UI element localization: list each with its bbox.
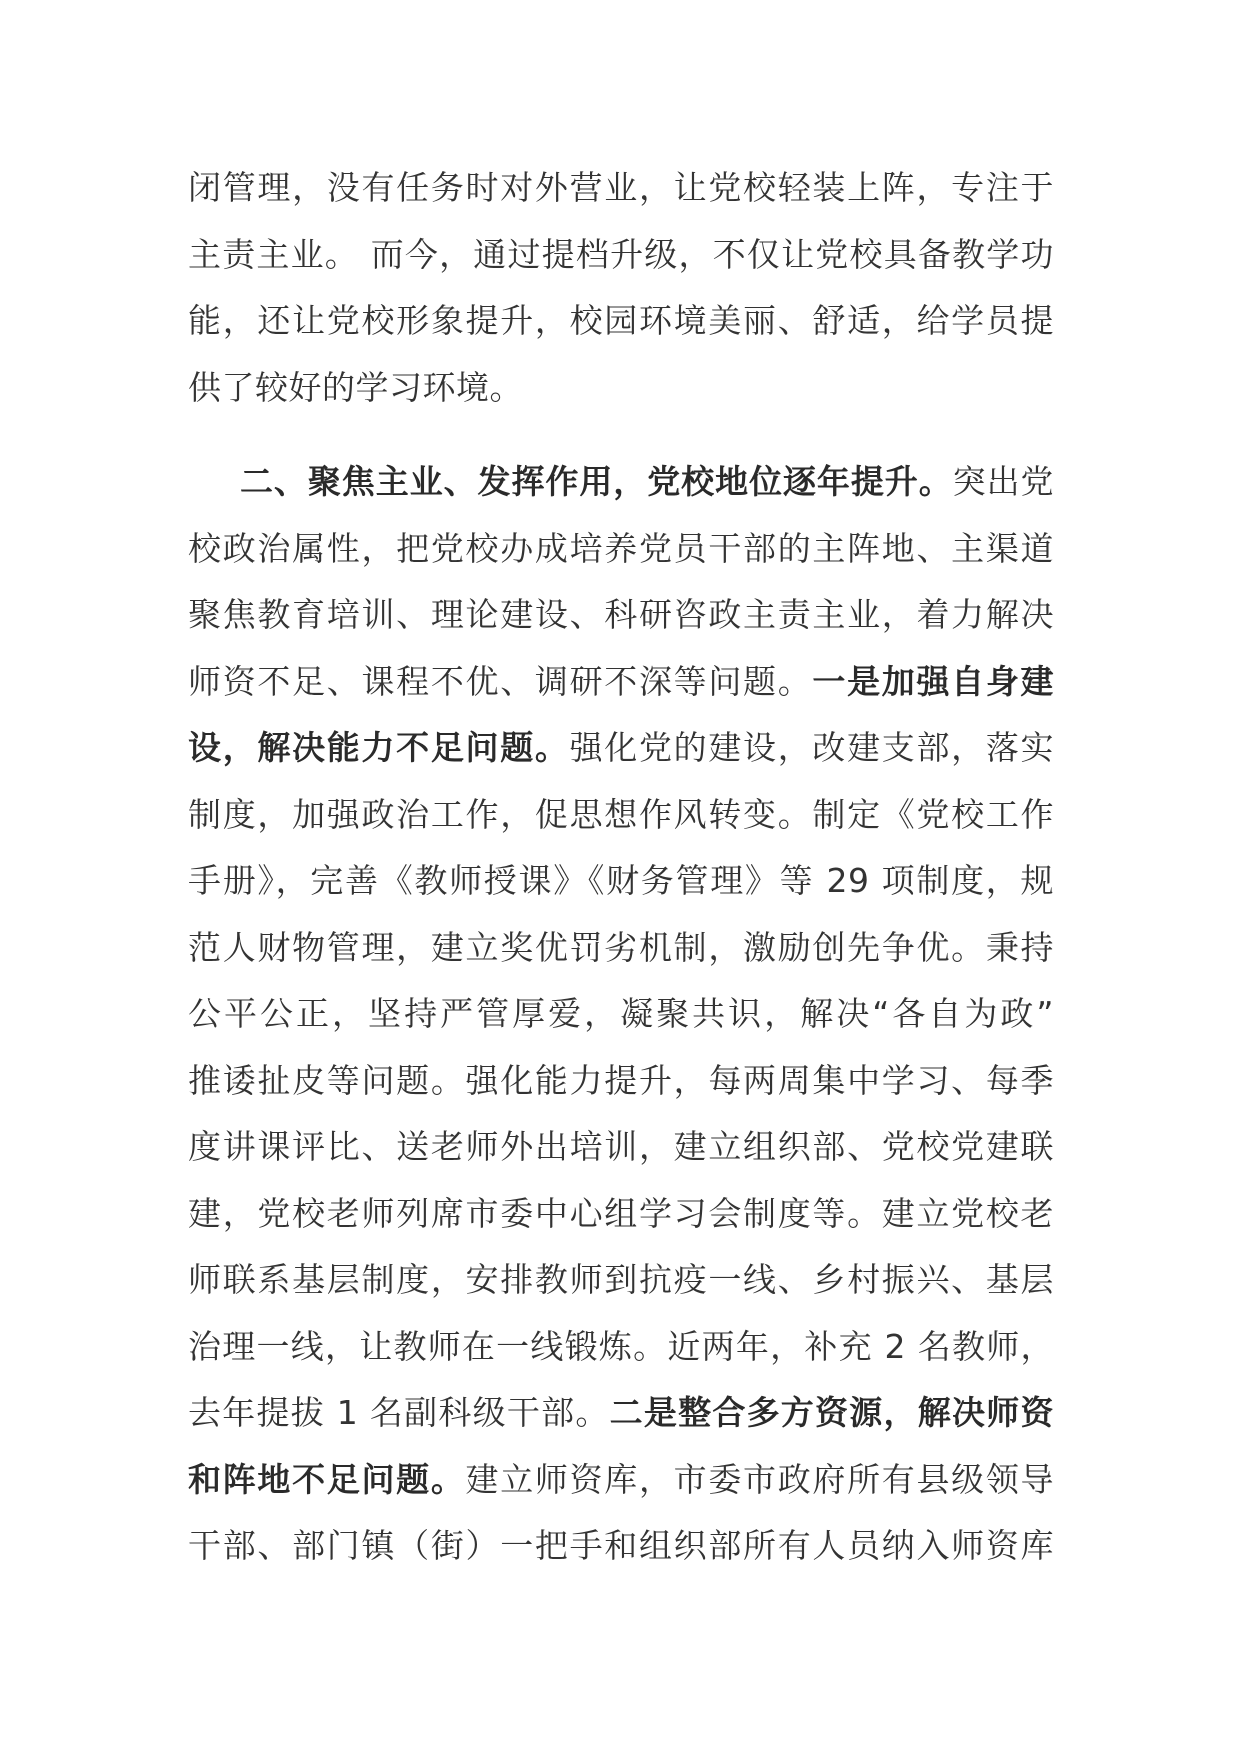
text-line: 供了较好的学习环境。 [188,367,523,407]
text-run: 去年提拔 1 名副科级干部。 [188,1393,610,1432]
text-line [188,1380,1054,1447]
text-run: 强化党的建设，改建支部，落实 [569,728,1054,767]
text-line [188,715,1054,782]
text-line: 推诿扯皮等问题。强化能力提升，每两周集中学习、每季 [188,1060,1054,1100]
text-line: 范人财物管理，建立奖优罚劣机制，激励创先争优。秉持 [188,927,1054,967]
text-run: 建立师资库，市委市政府所有县级领导 [465,1459,1054,1499]
paragraph-spacer [188,421,1054,449]
paragraph-facilities [188,155,1054,421]
text-line: 度讲课评比、送老师外出培训，建立组织部、党校党建联 [188,1127,1054,1166]
subheading-run: 二是整合多方资源，解决师资 [609,1393,1054,1432]
paragraph-focus-main-business [188,449,1054,1580]
text-run: 师资不足、课程不优、调研不深等问题。 [188,661,813,701]
text-line: 手册》，完善《教师授课》《财务管理》等 29 项制度，规 [188,861,1054,900]
subheading-run: 设，解决能力不足问题。 [188,728,570,767]
text-line: 主责主业。 而今，通过提档升级，不仅让党校具备教学功 [188,234,1054,274]
text-line: 师联系基层制度，安排教师到抗疫一线、乡村振兴、基层 [188,1260,1054,1299]
text-line: 制度，加强政治工作，促思想作风转变。制定《党校工作 [188,794,1054,834]
text-line: 闭管理，没有任务时对外营业，让党校轻装上阵，专注于 [188,168,1054,207]
document-page [188,155,1054,1580]
text-line [188,649,1054,716]
text-line: 干部、部门镇（街）一把手和组织部所有人员纳入师资库 [188,1526,1054,1565]
text-line: 校政治属性，把党校办成培养党员干部的主阵地、主渠道 [188,528,1054,568]
text-line: 聚焦教育培训、理论建设、科研咨政主责主业，着力解决 [188,595,1054,634]
text-line: 公平公正，坚持严管厚爱，凝聚共识，解决“各自为政” [188,994,1054,1033]
text-line [188,449,1054,516]
text-line: 建，党校老师列席市委中心组学习会制度等。建立党校老 [188,1193,1054,1233]
section-heading: 二、聚焦主业、发挥作用，党校地位逐年提升。 [240,462,953,501]
text-line: 治理一线，让教师在一线锻炼。近两年，补充 2 名教师， [188,1326,1054,1366]
text-line: 能，还让党校形象提升，校园环境美丽、舒适，给学员提 [188,301,1054,340]
subheading-run: 和阵地不足问题。 [188,1459,466,1499]
text-run: 突出党 [952,462,1055,501]
subheading-run: 一是加强自身建 [812,661,1054,701]
text-line [188,1447,1054,1514]
